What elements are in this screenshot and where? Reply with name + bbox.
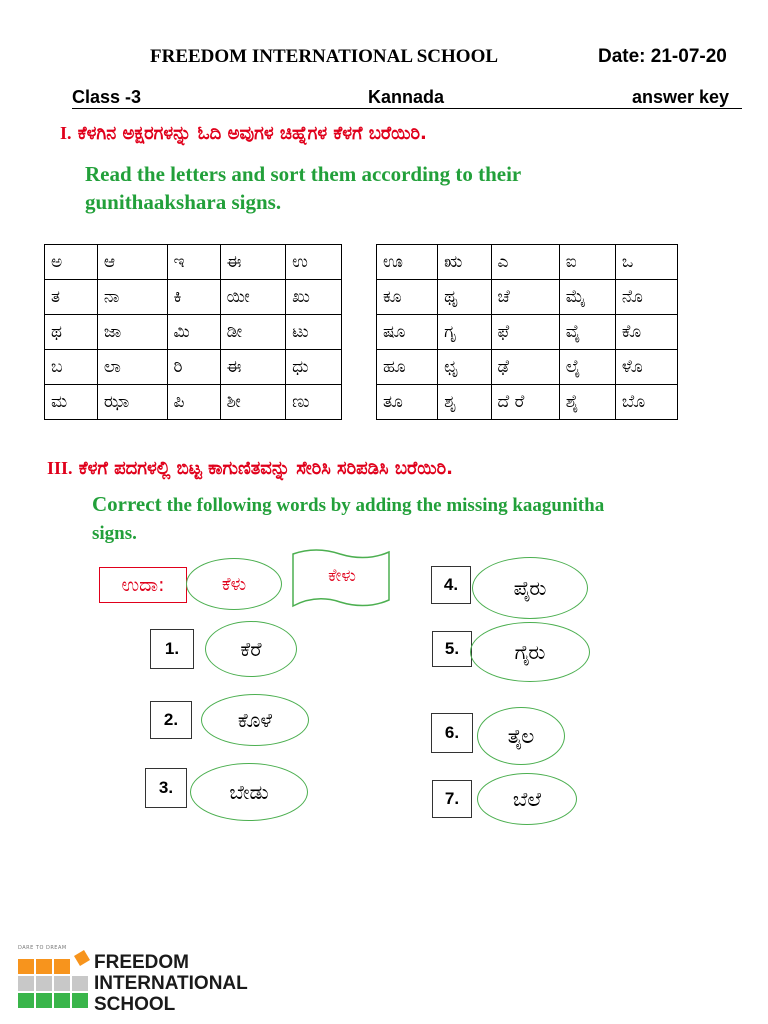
- table-cell: ಧು: [286, 350, 342, 385]
- table-cell: ವೈ: [559, 315, 615, 350]
- letters-table-right: [376, 244, 678, 420]
- logo-tagline: DARE TO DREAM: [18, 945, 67, 951]
- answer-key-label: answer key: [632, 87, 730, 107]
- exercise-3-word: ಬೇಡು: [229, 780, 269, 804]
- table-cell: ಈ: [220, 350, 286, 385]
- school-logo-text: [94, 952, 248, 1015]
- exercise-4-word: ಪೈರು: [513, 576, 547, 600]
- table-cell: ಶೈ: [559, 385, 615, 420]
- table-cell: ಅ: [45, 245, 98, 280]
- table-row: [45, 280, 342, 315]
- logo-line1: FREEDOM: [94, 952, 189, 973]
- exercise-1-number: 1.: [150, 629, 194, 669]
- exercise-7-word: ಬೆಲೆ: [512, 787, 542, 811]
- section1-english-line1: Read the letters and sort them according to their: [85, 162, 522, 186]
- table-cell: ನಾ: [97, 280, 167, 315]
- table-row: [377, 315, 678, 350]
- table-row: [377, 385, 678, 420]
- exercise-3-number: 3.: [145, 768, 187, 808]
- table-cell: ಇ: [167, 245, 220, 280]
- exercise-7-oval: [477, 773, 577, 825]
- table-cell: ಐ: [559, 245, 615, 280]
- table-cell: ಷೂ: [377, 315, 438, 350]
- section3-kannada: ಕೆಳಗೆ ಪದಗಳಲ್ಲಿ ಬಿಟ್ಟ ಕಾಗುಣಿತವನ್ನು ಸೇರಿಸಿ ಸರಿಪಡಿಸಿ ಬರೆಯಿರಿ.: [78, 458, 453, 479]
- table-row: [377, 280, 678, 315]
- table-cell: ಆ: [97, 245, 167, 280]
- section1-english: [85, 160, 521, 216]
- exercise-7-number: 7.: [432, 780, 472, 818]
- table-cell: ರಿ: [167, 350, 220, 385]
- school-title: FREEDOM INTERNATIONAL SCHOOL: [150, 46, 499, 67]
- table-cell: ಬೊ: [615, 385, 677, 420]
- section3-english-rest: the following words by adding the missing kaagunitha: [166, 495, 605, 516]
- table-cell: ಥ: [45, 315, 98, 350]
- table-cell: ಕೊ: [615, 315, 677, 350]
- section1-kannada: ಕೆಳಗಿನ ಅಕ್ಷರಗಳನ್ನು ಓದಿ ಅವುಗಳ ಚಿಹ್ನೆಗಳ ಕೆಳಗೆ ಬರೆಯಿರಿ.: [77, 123, 427, 144]
- table-cell: ಕಿ: [167, 280, 220, 315]
- section3-heading: [47, 458, 453, 479]
- logo-line2: INTERNATIONAL: [94, 973, 248, 994]
- section1-english-line2: gunithaakshara signs.: [85, 190, 282, 214]
- table-row: [45, 385, 342, 420]
- section1-heading: [60, 123, 427, 144]
- exercise-5-oval: [470, 622, 590, 682]
- exercise-2-oval: [201, 694, 309, 746]
- exercise-5-word: ಗೈರು: [514, 640, 546, 664]
- table-row: [45, 350, 342, 385]
- section3-number: III.: [47, 458, 73, 478]
- exercise-3-oval: [190, 763, 308, 821]
- table-row: [377, 245, 678, 280]
- section1-number: I.: [60, 123, 72, 143]
- table-cell: ಮೈ: [559, 280, 615, 315]
- table-cell: ಯೀ: [220, 280, 286, 315]
- exercise-6-number: 6.: [431, 713, 473, 753]
- school-logo-icon: [18, 950, 90, 1008]
- table-cell: ಶೃ: [438, 385, 491, 420]
- table-cell: ಳೊ: [615, 350, 677, 385]
- table-cell: ಣು: [286, 385, 342, 420]
- table-cell: ದೆ ರೆ: [491, 385, 559, 420]
- exercise-6-word: ತೈಲ: [507, 724, 535, 748]
- table-cell: ಹೂ: [377, 350, 438, 385]
- table-cell: ಛೃ: [438, 350, 491, 385]
- table-row: [45, 315, 342, 350]
- table-cell: ಬ: [45, 350, 98, 385]
- table-cell: ಒ: [615, 245, 677, 280]
- header-divider: [72, 108, 742, 109]
- exercise-2-word: ಕೊಳೆ: [237, 708, 273, 732]
- logo-line3: SCHOOL: [94, 994, 176, 1015]
- table-cell: ಖು: [286, 280, 342, 315]
- table-cell: ಲೈ: [559, 350, 615, 385]
- table-cell: ತ: [45, 280, 98, 315]
- exercise-2-number: 2.: [150, 701, 192, 739]
- table-cell: ಚೆ: [491, 280, 559, 315]
- example-label: ಉದಾ:: [121, 574, 165, 596]
- table-cell: ಎ: [491, 245, 559, 280]
- exercise-6-oval: [477, 707, 565, 765]
- table-cell: ಕೂ: [377, 280, 438, 315]
- example-answer: ಕೇಳು: [328, 566, 356, 586]
- exercise-1-word: ಕೆರೆ: [240, 637, 262, 661]
- table-cell: ಢೆ: [491, 350, 559, 385]
- table-cell: ಈ: [220, 245, 286, 280]
- table-cell: ನೊ: [615, 280, 677, 315]
- table-cell: ತೂ: [377, 385, 438, 420]
- table-cell: ಉ: [286, 245, 342, 280]
- subject-label: Kannada: [368, 87, 445, 107]
- example-word-oval: [186, 558, 282, 610]
- table-cell: ಥೃ: [438, 280, 491, 315]
- date: Date: 21-07-20: [598, 46, 727, 67]
- table-cell: ಟು: [286, 315, 342, 350]
- table-cell: ಡೀ: [220, 315, 286, 350]
- example-word: ಕೆಳು: [221, 573, 247, 595]
- table-cell: ಮ: [45, 385, 98, 420]
- section3-english: [92, 490, 604, 548]
- example-label-box: [99, 567, 187, 603]
- table-cell: ಫೆ: [491, 315, 559, 350]
- table-cell: ಜಾ: [97, 315, 167, 350]
- table-cell: ಝಾ: [97, 385, 167, 420]
- table-row: [45, 245, 342, 280]
- table-cell: ಶೀ: [220, 385, 286, 420]
- table-cell: ಗೃ: [438, 315, 491, 350]
- section3-english-line2: signs.: [92, 523, 137, 544]
- exercise-4-oval: [472, 557, 588, 619]
- table-cell: ಮಿ: [167, 315, 220, 350]
- exercise-5-number: 5.: [432, 631, 472, 667]
- table-cell: ಲಾ: [97, 350, 167, 385]
- table-cell: ಊ: [377, 245, 438, 280]
- table-cell: ಪಿ: [167, 385, 220, 420]
- table-cell: ಋ: [438, 245, 491, 280]
- class-label: Class -3: [72, 87, 142, 107]
- exercise-4-number: 4.: [431, 566, 471, 604]
- exercise-1-oval: [205, 621, 297, 677]
- table-row: [377, 350, 678, 385]
- letters-table-left: [44, 244, 342, 420]
- section3-correct-word: Correct: [92, 492, 162, 516]
